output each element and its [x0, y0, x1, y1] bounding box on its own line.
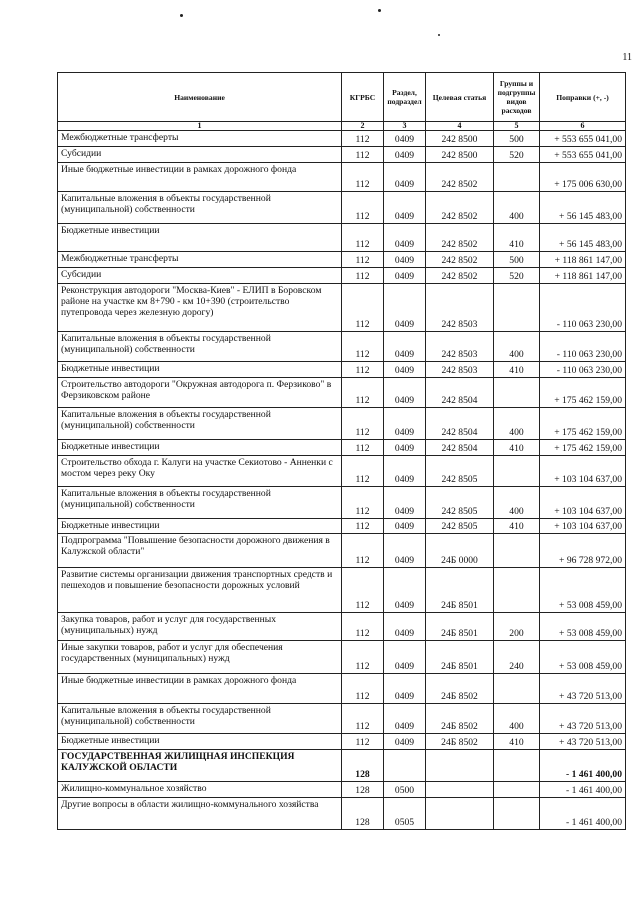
row-group: 410 — [494, 519, 540, 534]
table-row — [58, 798, 626, 830]
row-target — [426, 798, 494, 830]
row-name: Иные закупки товаров, работ и услуг для обеспечения государственных (муниципальных) нужд — [58, 641, 342, 674]
row-amount: + 43 720 513,00 — [540, 704, 626, 734]
header-group: Группы и подгруппы видов расходов — [494, 73, 540, 122]
row-name: Субсидии — [58, 268, 342, 284]
row-group: 400 — [494, 192, 540, 224]
row-amount: + 56 145 483,00 — [540, 192, 626, 224]
row-amount: + 553 655 041,00 — [540, 147, 626, 163]
row-grbs: 112 — [342, 378, 384, 408]
row-amount: - 1 461 400,00 — [540, 782, 626, 798]
row-amount: + 118 861 147,00 — [540, 268, 626, 284]
table-row — [58, 734, 626, 750]
row-section: 0409 — [384, 284, 426, 332]
row-group — [494, 782, 540, 798]
row-name: Капитальные вложения в объекты государственной (муниципальной) собственности — [58, 487, 342, 519]
table-row — [58, 750, 626, 782]
row-group: 400 — [494, 704, 540, 734]
row-amount: + 53 008 459,00 — [540, 568, 626, 613]
column-number: 5 — [494, 122, 540, 131]
row-group — [494, 798, 540, 830]
row-group — [494, 456, 540, 487]
row-target: 242 8505 — [426, 487, 494, 519]
row-amount: + 103 104 637,00 — [540, 456, 626, 487]
row-group: 410 — [494, 440, 540, 456]
row-target: 242 8503 — [426, 332, 494, 362]
row-grbs: 112 — [342, 440, 384, 456]
row-grbs: 112 — [342, 224, 384, 252]
row-section: 0409 — [384, 163, 426, 192]
table-row — [58, 147, 626, 163]
scan-speck — [438, 34, 440, 36]
row-grbs: 112 — [342, 332, 384, 362]
row-group: 410 — [494, 734, 540, 750]
row-grbs: 112 — [342, 704, 384, 734]
row-target: 242 8503 — [426, 284, 494, 332]
row-amount: + 175 006 630,00 — [540, 163, 626, 192]
row-name: Иные бюджетные инвестиции в рамках дорожного фонда — [58, 163, 342, 192]
row-grbs: 112 — [342, 641, 384, 674]
row-amount: + 43 720 513,00 — [540, 674, 626, 704]
row-grbs: 112 — [342, 568, 384, 613]
row-name: Бюджетные инвестиции — [58, 362, 342, 378]
row-group: 400 — [494, 408, 540, 440]
row-amount: + 103 104 637,00 — [540, 519, 626, 534]
row-name: Реконструкция автодороги "Москва-Киев" - ЕЛИП в Боровском районе на участке км 8+790 - км 10+390 (строительство путепровода через железную дорогу) — [58, 284, 342, 332]
row-section: 0409 — [384, 613, 426, 641]
table-row — [58, 674, 626, 704]
column-number: 4 — [426, 122, 494, 131]
row-name: Капитальные вложения в объекты государственной (муниципальной) собственности — [58, 332, 342, 362]
row-section: 0409 — [384, 440, 426, 456]
row-section: 0409 — [384, 734, 426, 750]
budget-amendments-table — [57, 72, 626, 830]
row-target: 24Б 8501 — [426, 613, 494, 641]
row-section: 0500 — [384, 782, 426, 798]
row-name: Подпрограмма "Повышение безопасности дорожного движения в Калужской области" — [58, 534, 342, 568]
row-grbs: 112 — [342, 519, 384, 534]
table-row — [58, 568, 626, 613]
row-target: 24Б 8502 — [426, 734, 494, 750]
row-name: Иные бюджетные инвестиции в рамках дорожного фонда — [58, 674, 342, 704]
table-row — [58, 192, 626, 224]
row-name: Бюджетные инвестиции — [58, 519, 342, 534]
row-grbs: 112 — [342, 734, 384, 750]
row-section: 0409 — [384, 641, 426, 674]
row-group: 520 — [494, 147, 540, 163]
row-section: 0409 — [384, 456, 426, 487]
row-target: 242 8500 — [426, 131, 494, 147]
table-body — [58, 131, 626, 830]
row-name: Бюджетные инвестиции — [58, 224, 342, 252]
column-number: 6 — [540, 122, 626, 131]
row-section: 0409 — [384, 192, 426, 224]
row-amount: - 1 461 400,00 — [540, 798, 626, 830]
row-target: 242 8502 — [426, 192, 494, 224]
row-grbs: 112 — [342, 534, 384, 568]
row-grbs: 112 — [342, 268, 384, 284]
row-group — [494, 750, 540, 782]
row-name: Строительство автодороги "Окружная автодорога п. Ферзиково" в Ферзиковском районе — [58, 378, 342, 408]
row-amount: + 553 655 041,00 — [540, 131, 626, 147]
row-group — [494, 378, 540, 408]
table-row — [58, 519, 626, 534]
row-target: 24Б 8501 — [426, 641, 494, 674]
table-row — [58, 782, 626, 798]
row-target: 24Б 8501 — [426, 568, 494, 613]
row-name: Капитальные вложения в объекты государственной (муниципальной) собственности — [58, 704, 342, 734]
column-number: 3 — [384, 122, 426, 131]
row-name: ГОСУДАРСТВЕННАЯ ЖИЛИЩНАЯ ИНСПЕКЦИЯ КАЛУЖСКОЙ ОБЛАСТИ — [58, 750, 342, 782]
row-amount: - 110 063 230,00 — [540, 284, 626, 332]
row-amount: - 110 063 230,00 — [540, 362, 626, 378]
row-grbs: 112 — [342, 163, 384, 192]
row-group — [494, 163, 540, 192]
row-section: 0409 — [384, 674, 426, 704]
row-name: Развитие системы организации движения транспортных средств и пешеходов и повышение безопасности дорожных условий — [58, 568, 342, 613]
header-target: Целевая статья — [426, 73, 494, 122]
row-section — [384, 750, 426, 782]
row-group: 410 — [494, 224, 540, 252]
row-target: 24Б 8502 — [426, 674, 494, 704]
row-grbs: 112 — [342, 284, 384, 332]
row-target: 242 8502 — [426, 163, 494, 192]
row-section: 0409 — [384, 362, 426, 378]
row-section: 0409 — [384, 487, 426, 519]
table-row — [58, 284, 626, 332]
row-amount: + 103 104 637,00 — [540, 487, 626, 519]
row-section: 0409 — [384, 408, 426, 440]
scan-speck — [378, 9, 381, 12]
row-group: 520 — [494, 268, 540, 284]
table-row — [58, 131, 626, 147]
row-grbs: 112 — [342, 147, 384, 163]
row-group: 400 — [494, 332, 540, 362]
row-group — [494, 568, 540, 613]
row-section: 0409 — [384, 378, 426, 408]
row-target: 242 8502 — [426, 252, 494, 268]
table-row — [58, 641, 626, 674]
table-row — [58, 332, 626, 362]
row-group: 500 — [494, 252, 540, 268]
header-amount: Поправки (+, -) — [540, 73, 626, 122]
table-row — [58, 440, 626, 456]
row-group: 500 — [494, 131, 540, 147]
row-amount: + 53 008 459,00 — [540, 613, 626, 641]
row-target: 242 8504 — [426, 408, 494, 440]
row-name: Капитальные вложения в объекты государственной (муниципальной) собственности — [58, 192, 342, 224]
row-target — [426, 750, 494, 782]
table-row — [58, 268, 626, 284]
table-row — [58, 408, 626, 440]
table-row — [58, 487, 626, 519]
row-section: 0409 — [384, 534, 426, 568]
row-section: 0409 — [384, 332, 426, 362]
page-number: 11 — [622, 52, 632, 63]
row-name: Бюджетные инвестиции — [58, 440, 342, 456]
row-grbs: 112 — [342, 456, 384, 487]
row-group: 400 — [494, 487, 540, 519]
row-name: Капитальные вложения в объекты государственной (муниципальной) собственности — [58, 408, 342, 440]
row-group: 410 — [494, 362, 540, 378]
table-row — [58, 252, 626, 268]
table-row — [58, 704, 626, 734]
table-row — [58, 362, 626, 378]
row-grbs: 112 — [342, 674, 384, 704]
row-name: Другие вопросы в области жилищно-коммунального хозяйства — [58, 798, 342, 830]
row-grbs: 112 — [342, 613, 384, 641]
row-section: 0505 — [384, 798, 426, 830]
row-name: Субсидии — [58, 147, 342, 163]
row-section: 0409 — [384, 519, 426, 534]
row-target: 242 8505 — [426, 519, 494, 534]
row-target: 242 8500 — [426, 147, 494, 163]
header-grbs: КГРБС — [342, 73, 384, 122]
table-row — [58, 163, 626, 192]
row-name: Строительство обхода г. Калуги на участке Секиотово - Анненки с мостом через реку Оку — [58, 456, 342, 487]
row-amount: + 43 720 513,00 — [540, 734, 626, 750]
row-amount: - 110 063 230,00 — [540, 332, 626, 362]
row-amount: - 1 461 400,00 — [540, 750, 626, 782]
row-section: 0409 — [384, 252, 426, 268]
row-name: Бюджетные инвестиции — [58, 734, 342, 750]
row-target: 242 8505 — [426, 456, 494, 487]
row-section: 0409 — [384, 568, 426, 613]
row-target — [426, 782, 494, 798]
table-row — [58, 378, 626, 408]
row-section: 0409 — [384, 224, 426, 252]
row-amount: + 175 462 159,00 — [540, 408, 626, 440]
row-group — [494, 534, 540, 568]
row-amount: + 118 861 147,00 — [540, 252, 626, 268]
row-amount: + 53 008 459,00 — [540, 641, 626, 674]
row-name: Межбюджетные трансферты — [58, 131, 342, 147]
row-section: 0409 — [384, 704, 426, 734]
header-name: Наименование — [58, 73, 342, 122]
table-row — [58, 456, 626, 487]
row-section: 0409 — [384, 268, 426, 284]
row-target: 24Б 0000 — [426, 534, 494, 568]
column-number: 1 — [58, 122, 342, 131]
row-grbs: 112 — [342, 408, 384, 440]
row-group — [494, 284, 540, 332]
row-section: 0409 — [384, 131, 426, 147]
row-group: 240 — [494, 641, 540, 674]
row-grbs: 112 — [342, 131, 384, 147]
row-amount: + 56 145 483,00 — [540, 224, 626, 252]
row-grbs: 128 — [342, 782, 384, 798]
row-amount: + 96 728 972,00 — [540, 534, 626, 568]
row-group: 200 — [494, 613, 540, 641]
row-grbs: 112 — [342, 192, 384, 224]
column-number: 2 — [342, 122, 384, 131]
row-name: Жилищно-коммунальное хозяйство — [58, 782, 342, 798]
row-grbs: 112 — [342, 362, 384, 378]
row-target: 24Б 8502 — [426, 704, 494, 734]
row-target: 242 8502 — [426, 268, 494, 284]
row-amount: + 175 462 159,00 — [540, 378, 626, 408]
row-grbs: 112 — [342, 487, 384, 519]
table-row — [58, 224, 626, 252]
row-target: 242 8502 — [426, 224, 494, 252]
scan-speck — [180, 14, 183, 17]
row-name: Закупка товаров, работ и услуг для государственных (муниципальных) нужд — [58, 613, 342, 641]
row-group — [494, 674, 540, 704]
row-grbs: 128 — [342, 798, 384, 830]
row-target: 242 8504 — [426, 440, 494, 456]
row-name: Межбюджетные трансферты — [58, 252, 342, 268]
table-row — [58, 613, 626, 641]
row-section: 0409 — [384, 147, 426, 163]
header-section: Раздел, подраздел — [384, 73, 426, 122]
row-amount: + 175 462 159,00 — [540, 440, 626, 456]
row-target: 242 8504 — [426, 378, 494, 408]
row-grbs: 112 — [342, 252, 384, 268]
row-target: 242 8503 — [426, 362, 494, 378]
row-grbs: 128 — [342, 750, 384, 782]
table-row — [58, 534, 626, 568]
